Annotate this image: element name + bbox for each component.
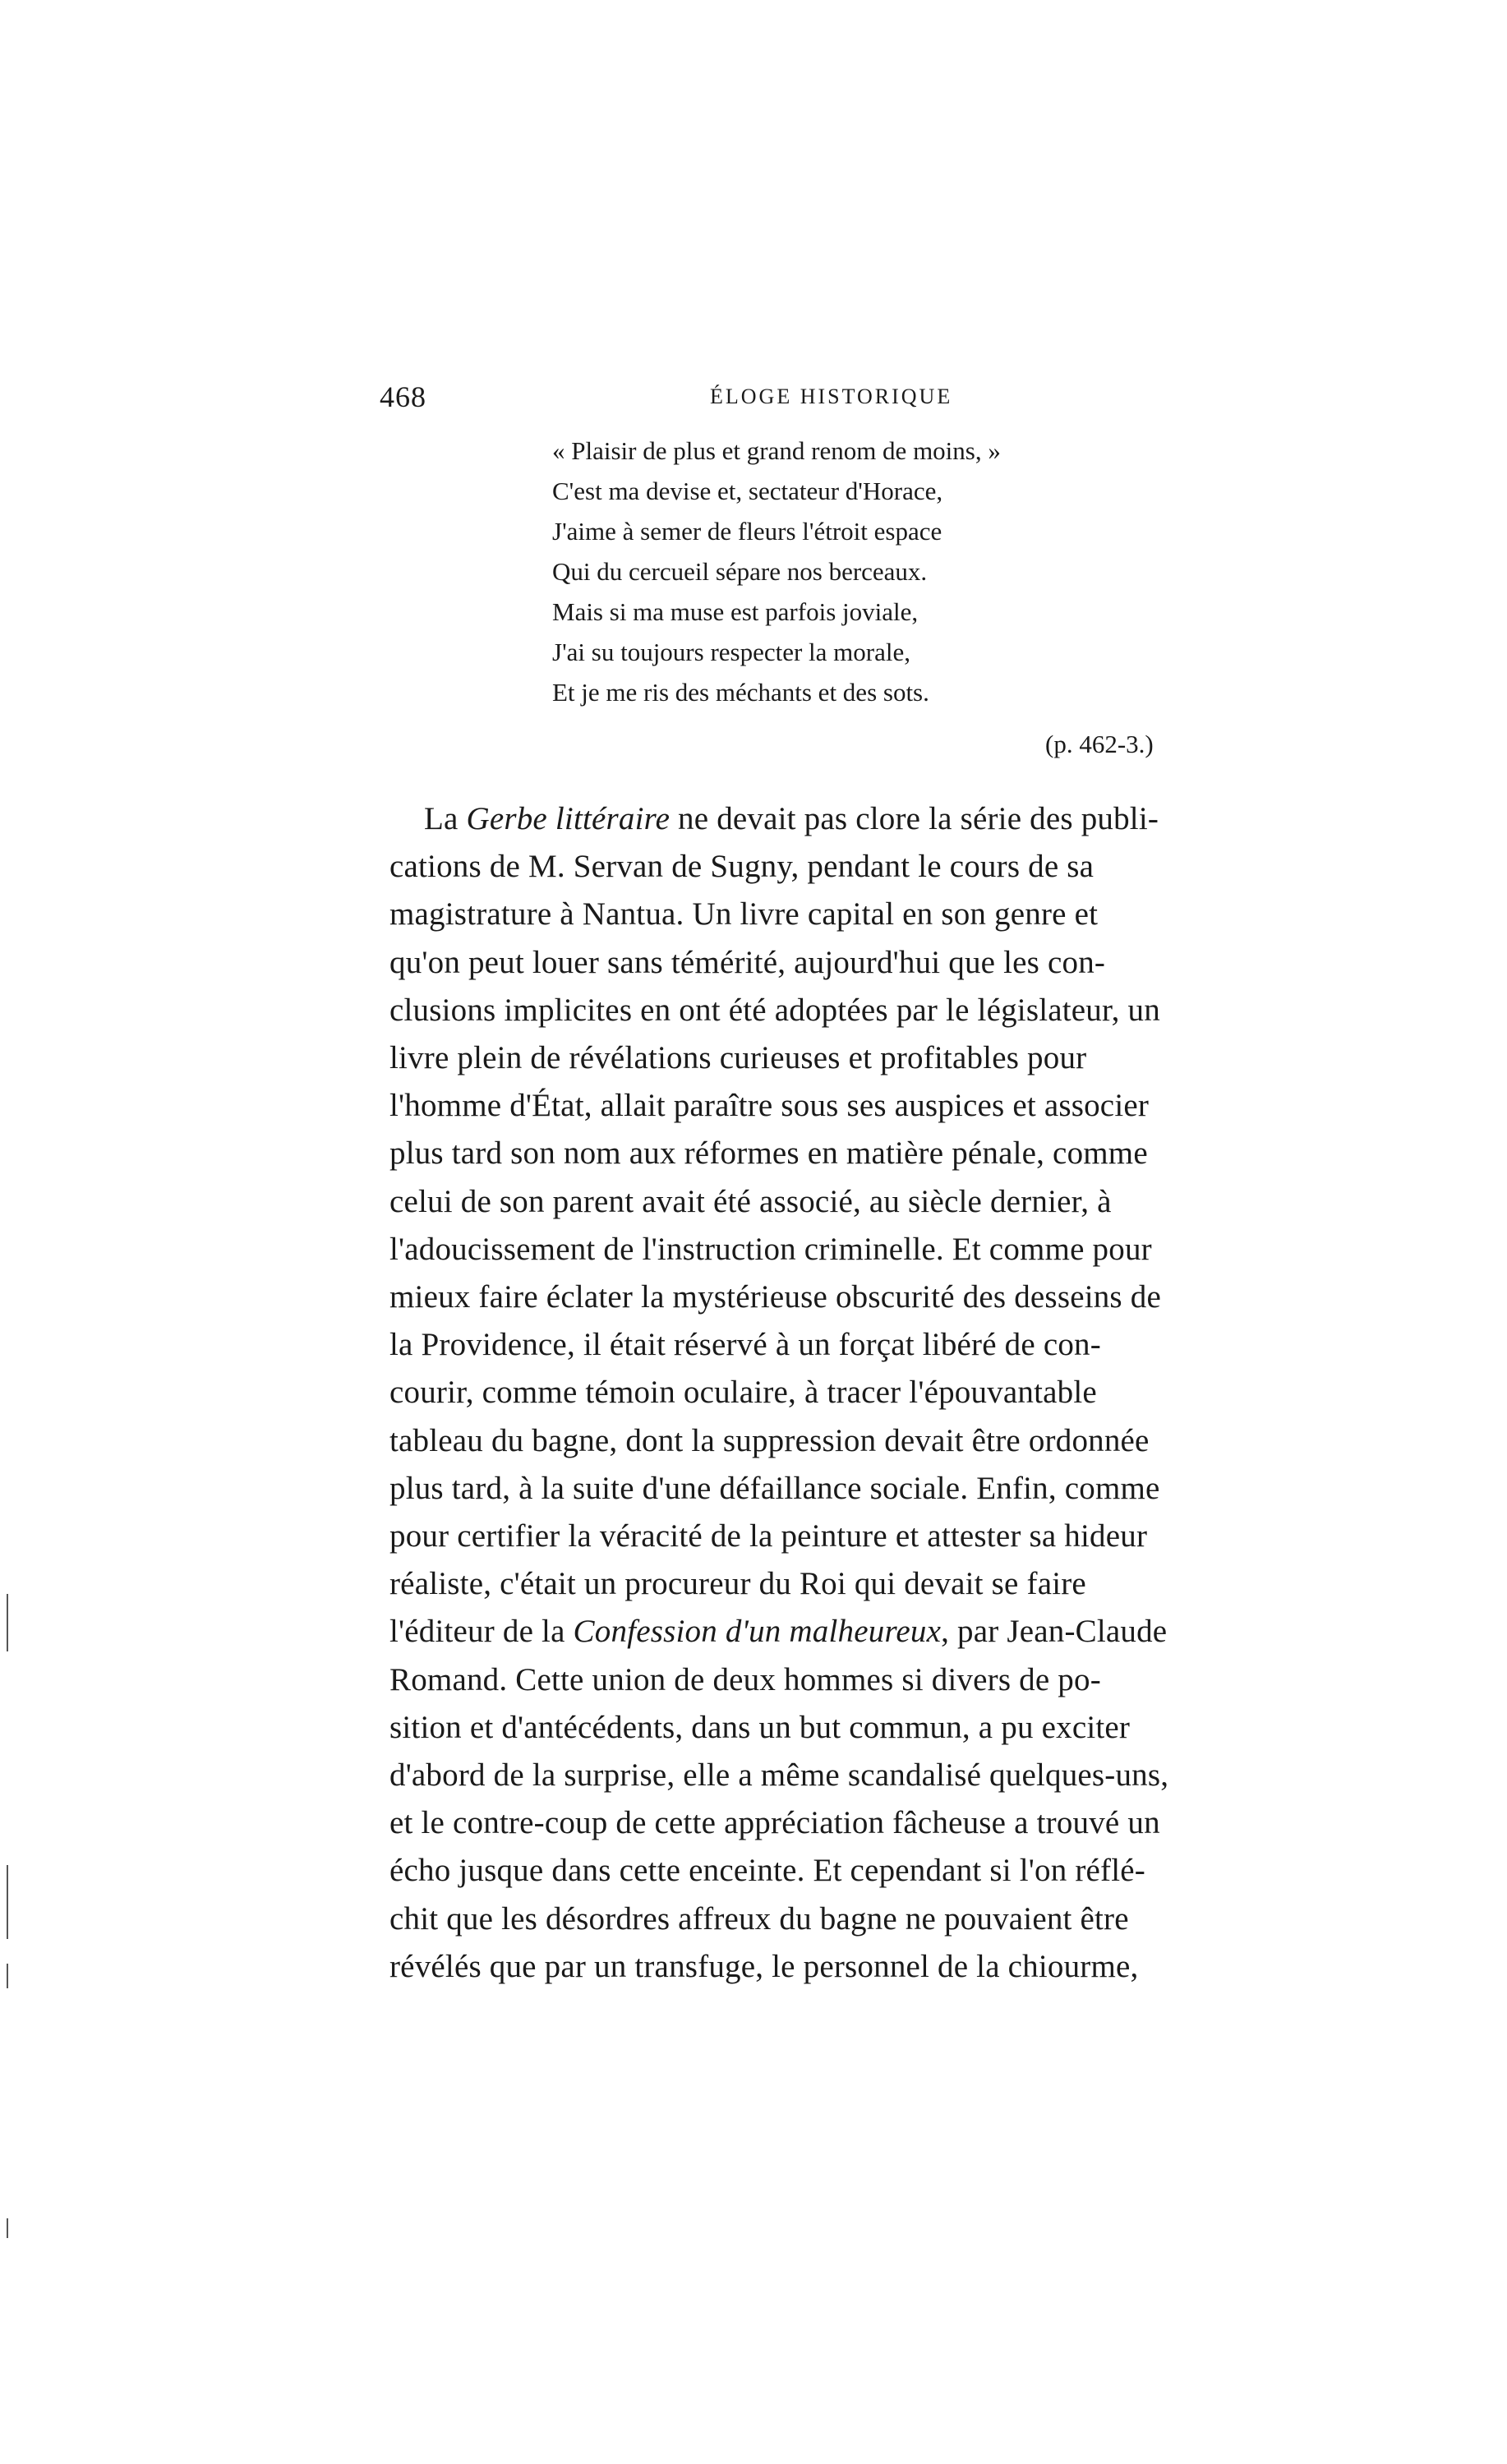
verse-line: J'ai su toujours respecter la morale,: [552, 638, 910, 666]
verse-line: « Plaisir de plus et grand renom de moins, »: [552, 436, 1001, 465]
body-line: l'homme d'État, allait paraître sous ses auspices et associer: [389, 1088, 1150, 1124]
verse-line: C'est ma devise et, sectateur d'Horace,: [552, 477, 943, 505]
verse-citation: (p. 462-3.): [1045, 730, 1154, 758]
body-line: la Providence, il était réservé à un forçat libéré de con-: [389, 1327, 1101, 1363]
body-line: révélés que par un transfuge, le personnel de la chiourme,: [389, 1948, 1139, 1984]
page-number: 468: [380, 380, 426, 413]
body-line: réaliste, c'était un procureur du Roi qui devait se faire: [389, 1566, 1086, 1602]
scan-margin-mark: [7, 1865, 8, 1939]
body-line: magistrature à Nantua. Un livre capital en son genre et: [389, 896, 1099, 933]
body-line: livre plein de révélations curieuses et profitables pour: [389, 1040, 1087, 1076]
body-line: sition et d'antécédents, dans un but commun, a pu exciter: [389, 1709, 1131, 1745]
body-line: courir, comme témoin oculaire, à tracer l'épouvantable: [389, 1375, 1097, 1411]
body-paragraph: [389, 795, 1277, 1991]
verse-quotation: [552, 431, 1177, 712]
body-line: Romand. Cette union de deux hommes si divers de po-: [389, 1661, 1101, 1697]
body-line: cations de M. Servan de Sugny, pendant le cours de sa: [389, 849, 1095, 885]
body-line: [389, 1608, 1277, 1656]
body-text-segment: La: [424, 801, 467, 836]
body-line: écho jusque dans cette enceinte. Et cependant si l'on réflé-: [389, 1853, 1145, 1889]
verse-line: Qui du cercueil sépare nos berceaux.: [552, 557, 928, 586]
scan-margin-mark: [7, 1964, 8, 1988]
body-line: chit que les désordres affreux du bagne ne pouvaient être: [389, 1900, 1129, 1937]
body-line: tableau du bagne, dont la suppression devait être ordonnée: [389, 1422, 1150, 1458]
body-line: plus tard son nom aux réformes en matière pénale, comme: [389, 1135, 1148, 1172]
italic-title: Confession d'un malheureux: [573, 1614, 942, 1650]
scan-margin-mark: [7, 1594, 8, 1651]
verse-line: Et je me ris des méchants et des sots.: [552, 678, 929, 707]
running-head: ÉLOGE HISTORIQUE: [710, 385, 953, 408]
body-text-segment: , par Jean-Claude: [941, 1614, 1168, 1650]
body-line: plus tard, à la suite d'une défaillance sociale. Enfin, comme: [389, 1470, 1160, 1506]
verse-line: Mais si ma muse est parfois joviale,: [552, 597, 919, 626]
body-line: clusions implicites en ont été adoptées par le législateur, un: [389, 992, 1160, 1028]
body-text-segment: l'éditeur de la: [389, 1614, 574, 1650]
body-line: mieux faire éclater la mystérieuse obscurité des desseins de: [389, 1279, 1161, 1315]
page-header: [380, 380, 1293, 421]
scan-margin-mark: [7, 2218, 8, 2238]
verse-line: J'aime à semer de fleurs l'étroit espace: [552, 517, 942, 546]
body-line: pour certifier la véracité de la peinture et attester sa hideur: [389, 1518, 1148, 1554]
italic-title: Gerbe littéraire: [466, 801, 671, 836]
body-line: qu'on peut louer sans témérité, aujourd'hui que les con-: [389, 944, 1106, 980]
body-line: celui de son parent avait été associé, au siècle dernier, à: [389, 1183, 1112, 1219]
body-line: d'abord de la surprise, elle a même scandalisé quelques-uns,: [389, 1757, 1169, 1794]
body-line: l'adoucissement de l'instruction criminelle. Et comme pour: [389, 1231, 1152, 1267]
body-text-segment: ne devait pas clore la série des publi-: [670, 801, 1159, 836]
body-line: et le contre-coup de cette appréciation fâcheuse a trouvé un: [389, 1805, 1160, 1841]
body-line: [389, 795, 1277, 843]
